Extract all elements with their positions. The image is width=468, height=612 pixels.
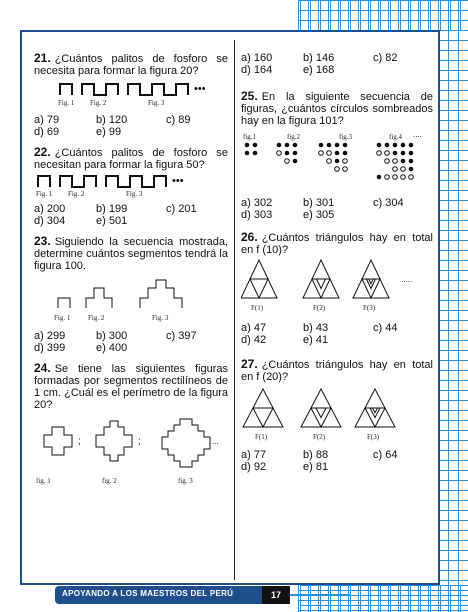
- ellipsis: .....: [401, 275, 413, 284]
- triangles-drawing: [241, 258, 433, 306]
- question-number: 25.: [241, 89, 258, 103]
- column-divider: [234, 40, 235, 580]
- answer-options: [34, 330, 228, 354]
- fig-label: fig.1: [243, 133, 257, 141]
- fig-label: Fig. 2: [90, 99, 107, 107]
- option-d: d) 42: [241, 334, 267, 346]
- option-a: a) 79: [34, 114, 60, 126]
- question-number: 23.: [34, 234, 51, 248]
- page-number: 17: [262, 586, 290, 604]
- question-text: ¿Cuántos palitos de fosforo se necesita para formar la figura 20?: [34, 53, 228, 77]
- question-21: [34, 52, 228, 138]
- triangle-figures: [241, 258, 433, 316]
- question-25: [241, 90, 433, 221]
- fig-label: fig. 2: [102, 477, 117, 485]
- question-number: 22.: [34, 145, 51, 159]
- question-number: 24.: [34, 361, 51, 375]
- option-d: d) 399: [34, 342, 66, 354]
- fig-label: Fig. 2: [68, 190, 85, 198]
- answer-options: [241, 322, 433, 346]
- segment-drawing: [56, 278, 226, 310]
- fig-label: F(2): [313, 433, 326, 441]
- fig-label: Fig. 3: [148, 99, 165, 107]
- option-c: c) 44: [373, 322, 398, 334]
- ellipsis: •••: [172, 175, 184, 187]
- option-b: b) 120: [96, 114, 128, 126]
- footer-decoration-line: [290, 594, 350, 596]
- option-a: a) 302: [241, 197, 273, 209]
- option-d: d) 304: [34, 215, 66, 227]
- fig-label: fig.2: [287, 133, 301, 141]
- option-c: c) 64: [373, 449, 398, 461]
- cross-figures: [34, 417, 228, 487]
- option-a: a) 200: [34, 203, 66, 215]
- option-e: e) 501: [96, 215, 128, 227]
- option-e: e) 400: [96, 342, 128, 354]
- option-a: a) 47: [241, 322, 267, 334]
- cross-drawing: [34, 417, 230, 473]
- q24-answer-options: [241, 52, 433, 76]
- option-a: a) 160: [241, 52, 273, 64]
- question-text: ¿Cuántos palitos de fosforo se necesitan para formar la figura 50?: [34, 147, 228, 171]
- option-e: e) 81: [303, 461, 329, 473]
- option-b: b) 300: [96, 330, 128, 342]
- circles-drawing: [241, 139, 433, 191]
- question-27: [241, 358, 433, 473]
- grid-bottom: [300, 585, 468, 612]
- triangles-drawing: [241, 387, 433, 433]
- answer-options: [34, 114, 228, 138]
- fig-label: Fig. 3: [152, 314, 169, 322]
- option-c: c) 397: [166, 330, 197, 342]
- question-22: [34, 146, 228, 227]
- option-e: e) 305: [303, 209, 335, 221]
- option-c: c) 201: [166, 203, 197, 215]
- option-c: c) 304: [373, 197, 404, 209]
- option-d: d) 92: [241, 461, 267, 473]
- left-column: [34, 52, 228, 487]
- ellipsis: ...: [212, 437, 219, 446]
- right-column: [241, 52, 433, 473]
- fig-label: F(2): [313, 304, 326, 312]
- triangle-figures: [241, 387, 433, 443]
- matchstick-drawing: [58, 80, 228, 98]
- question-text: Siguiendo la secuencia mostrada, determine cuántos segmentos tendrá la figura 100.: [34, 236, 228, 272]
- option-e: e) 41: [303, 334, 329, 346]
- fig-label: F(1): [255, 433, 268, 441]
- fig-label: fig. 1: [36, 477, 51, 485]
- question-text: En la siguiente secuencia de figuras, ¿cuántos círculos sombreados hay en la figura 101?: [241, 91, 433, 127]
- question-26: [241, 231, 433, 346]
- fig-label: Fig. 2: [88, 314, 105, 322]
- option-b: b) 199: [96, 203, 128, 215]
- question-text: ¿Cuántos triángulos hay en total en f (20)?: [241, 359, 433, 383]
- fig-label: Fig. 1: [58, 99, 75, 107]
- option-d: d) 164: [241, 64, 273, 76]
- option-b: b) 301: [303, 197, 335, 209]
- fig-label: F(3): [367, 433, 380, 441]
- answer-options: [241, 197, 433, 221]
- fig-label: Fig. 3: [126, 190, 143, 198]
- answer-options: [34, 203, 228, 227]
- option-b: b) 88: [303, 449, 329, 461]
- question-24: [34, 362, 228, 487]
- segment-figures: [56, 278, 228, 322]
- fig-label: fig.3: [339, 133, 353, 141]
- option-a: a) 77: [241, 449, 267, 461]
- grid-top: [300, 0, 468, 30]
- ellipsis: ....: [413, 130, 422, 139]
- fig-label: Fig. 1: [36, 190, 53, 198]
- option-c: c) 82: [373, 52, 398, 64]
- matchstick-figures: [58, 80, 228, 108]
- question-text: ¿Cuántos triángulos hay en total en f (10)?: [241, 232, 433, 256]
- option-b: b) 43: [303, 322, 329, 334]
- fig-label: Fig. 1: [54, 314, 71, 322]
- option-e: e) 99: [96, 126, 122, 138]
- option-a: a) 299: [34, 330, 66, 342]
- fig-label: F(3): [363, 304, 376, 312]
- fig-label: fig.4: [389, 133, 403, 141]
- option-c: c) 89: [166, 114, 191, 126]
- separator: ;: [138, 436, 141, 447]
- separator: ;: [78, 436, 81, 447]
- answer-options: [241, 449, 433, 473]
- fig-label: F(1): [251, 304, 264, 312]
- option-d: d) 303: [241, 209, 273, 221]
- question-text: Se tiene las siguientes figuras formadas por segmentos rectilíneos de 1 cm. ¿Cuál es el perímetro de la figura 20?: [34, 363, 228, 411]
- option-d: d) 69: [34, 126, 60, 138]
- question-number: 21.: [34, 51, 51, 65]
- matchstick-drawing: [36, 173, 216, 189]
- option-b: b) 146: [303, 52, 335, 64]
- question-23: [34, 235, 228, 354]
- matchstick-figures: [36, 173, 228, 199]
- ellipsis: •••: [194, 83, 206, 95]
- question-number: 26.: [241, 230, 258, 244]
- fig-label: fig. 3: [178, 477, 193, 485]
- question-number: 27.: [241, 357, 258, 371]
- circle-sequence: [241, 131, 433, 191]
- footer-slogan: APOYANDO A LOS MAESTROS DEL PERÚ: [62, 589, 234, 598]
- option-e: e) 168: [303, 64, 335, 76]
